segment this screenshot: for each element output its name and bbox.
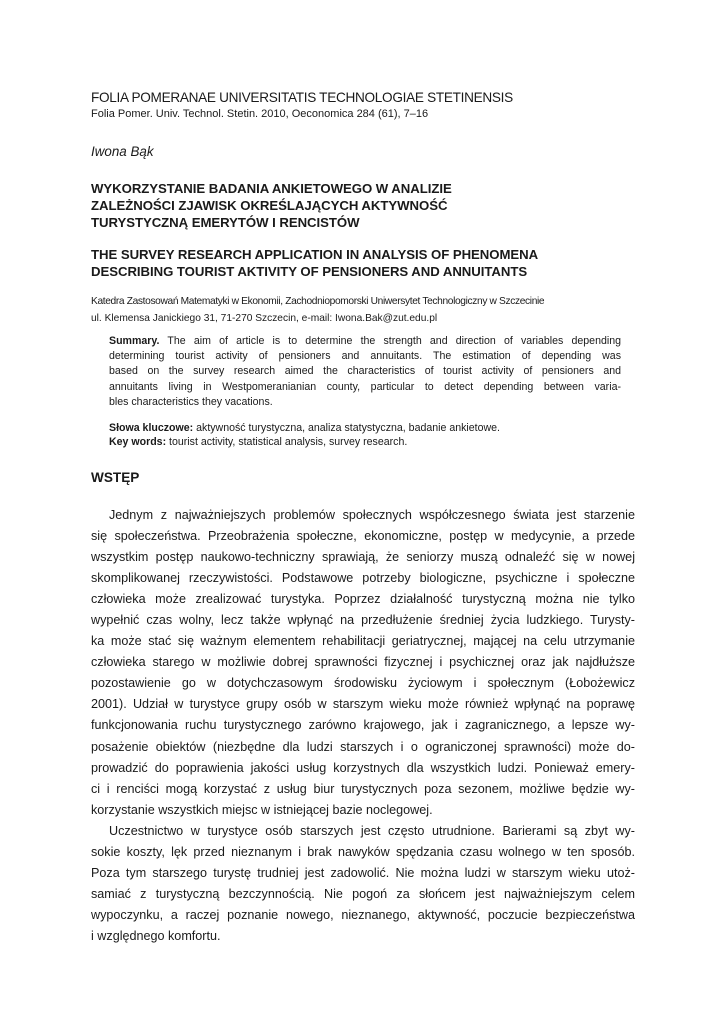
title-polish-line: WYKORZYSTANIE BADANIA ANKIETOWEGO W ANALIZIE [91,181,452,196]
body-line: się społeczeństwa. Przeobrażenia społeczne, ekonomiczne, postęp w medycynie, a przede [91,529,635,544]
body-line: pozostawienie go w dotychczasowym środowisku życiowym i społecznym (Łobożewicz [91,676,635,691]
body-line: Uczestnictwo w turystyce osób starszych jest często utrudnione. Barierami są zbyt wy- [109,823,635,838]
body-line: człowieka może zrealizować turystyka. Poprzez działalność turystyczną można nie tylko [91,592,635,607]
summary-block [109,334,621,410]
journal-citation: Folia Pomer. Univ. Technol. Stetin. 2010, Oeconomica 284 (61), 7–16 [91,108,429,120]
body-line: korzystanie wszystkich miejsc w istniejącej bazie noclegowej. [91,802,433,817]
keywords-polish-label: Słowa kluczowe: [109,422,194,434]
title-english [91,246,651,280]
summary-line: based on the survey research aimed the characteristics of tourist activity of pensioners and [109,365,621,378]
keywords-english-text: tourist activity, statistical analysis, survey research. [166,436,408,449]
body-line: ka może stać się ważnym elementem rehabilitacji geriatrycznej, mającej na celu utrzymanie [91,634,635,649]
affiliation-department: Katedra Zastosowań Matematyki w Ekonomii, Zachodniopomorski Uniwersytet Technologiczny w Szczecinie [91,296,545,307]
body-line: i względnego komfortu. [91,928,221,943]
author-name: Iwona Bąk [91,144,154,159]
body-line: wypełnić czas wolny, lecz także wpłynąć na przedłużenie średniej życia ludzkiego. Turysty- [91,613,635,628]
summary-text: The aim of article is to determine the strength and direction of variables depending [159,335,621,347]
summary-label: Summary. [109,335,160,347]
keywords-polish-text: aktywność turystyczna, analiza statystyczna, badanie ankietowe. [193,422,500,434]
body-line: posażenie obiektów (niezbędne dla ludzi starszych i o ograniczonej sprawności) może do- [91,739,635,754]
title-polish-line: ZALEŻNOŚCI ZJAWISK OKREŚLAJĄCYCH AKTYWNOŚĆ [91,198,448,214]
section-body [91,505,635,947]
journal-title: FOLIA POMERANAE UNIVERSITATIS TECHNOLOGIAE STETINENSIS [91,90,513,105]
title-polish [91,180,651,232]
body-line: człowieka starego w możliwie dobrej sprawności fizycznej i psychicznej oraz jak najdłuższe [91,655,635,670]
keywords-polish [109,421,500,435]
keywords-english-label: Key words: [109,436,167,449]
affiliation-address: ul. Klemensa Janickiego 31, 71-270 Szczecin, e-mail: Iwona.Bak@zut.edu.pl [91,312,438,324]
body-line: 2001). Udział w turystyce grupy osób w starszym wieku może również wpłynąć na poprawę [91,697,635,712]
summary-line: bles characteristics they vacations. [109,395,273,408]
body-line: funkcjonowania ruchu turystycznego zarówno krajowego, jak i zagranicznego, a lepsze wy- [91,718,635,733]
body-line: ci i renciści mogą korzystać z usług biur turystycznych poza sezonem, możliwe będzie wy- [91,781,635,796]
section-heading: WSTĘP [91,470,140,485]
affiliation [91,294,544,327]
body-line: Poza tym starszego turystę trudniej jest zadowolić. Nie można ludzi w starszym wieku utoż- [91,865,635,880]
title-polish-line: TURYSTYCZNĄ EMERYTÓW I RENCISTÓW [91,215,360,231]
body-line: prowadzić do poprawienia jakości usług korzystnych dla wszystkich ludzi. Ponieważ emery- [91,760,635,775]
body-line: samiać z turystyczną bezczynnością. Nie pogoń za słońcem jest najważniejszym celem [91,886,635,901]
title-english-line: DESCRIBING TOURIST AKTIVITY OF PENSIONERS AND ANNUITANTS [91,264,528,280]
body-line: sokie koszty, lęk przed nieznanym i brak nawyków spędzania czasu wolnego w ten sposób. [91,844,635,859]
body-line: skomplikowanej rzeczywistości. Podstawowe potrzeby biologiczne, psychiczne i społeczne [91,571,635,586]
body-line: Jednym z najważniejszych problemów społecznych współczesnego świata jest starzenie [109,508,635,522]
summary-line: determining tourist activity of pensioners and annuitants. The estimation of depending was [109,350,621,363]
keywords-english [109,435,500,449]
keywords-block [109,421,500,450]
body-line: wszystkim postęp naukowo-techniczny sprawiają, że seniorzy muszą odnaleźć się w nowej [91,550,635,565]
summary-line: annuitants living in Westpomeranianian county, particular to detect depending between varia- [109,380,621,393]
body-line: wypoczynku, a raczej poznanie nowego, nieznanego, aktywność, poczucie bezpieczeństwa [91,907,635,922]
title-english-line: THE SURVEY RESEARCH APPLICATION IN ANALYSIS OF PHENOMENA [91,247,539,262]
summary-line [109,334,621,349]
